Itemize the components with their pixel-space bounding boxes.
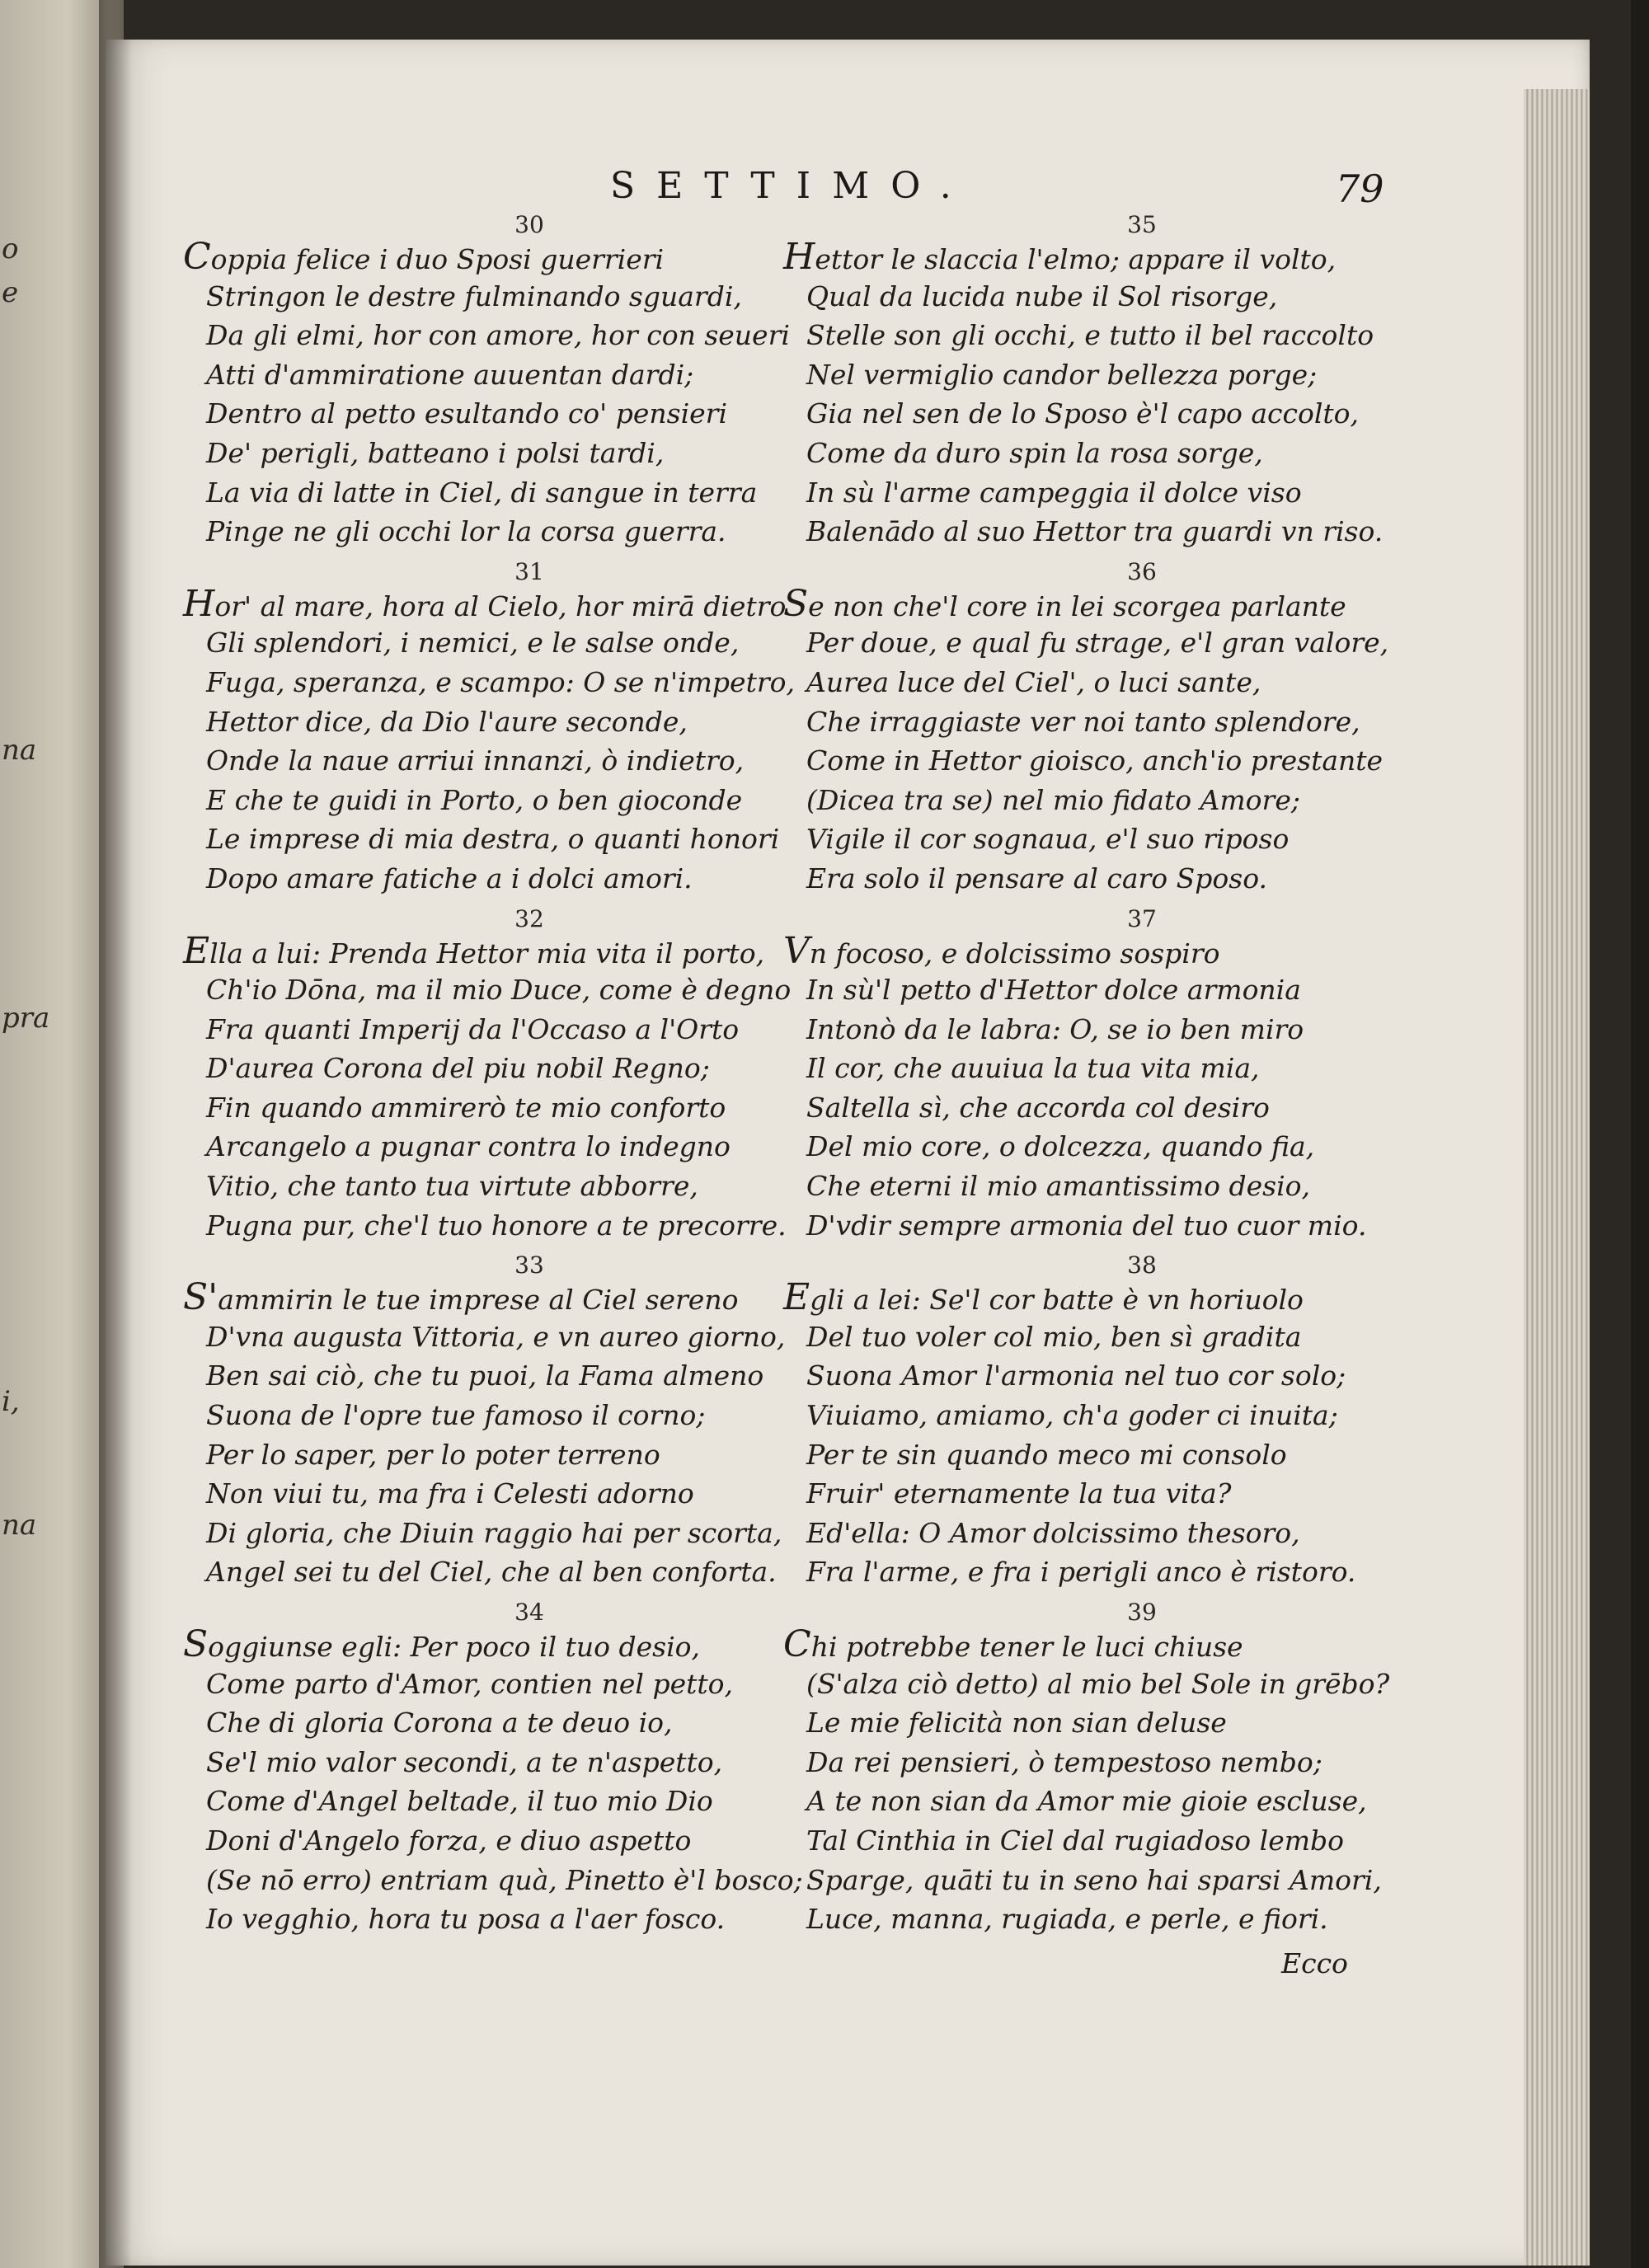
stanza bbox=[183, 904, 792, 1246]
verse-line: Per te sin quando meco mi consolo bbox=[806, 1438, 1287, 1471]
verse-line: In sù l'arme campeggia il dolce viso bbox=[806, 476, 1302, 509]
verse-line: Fra quanti Imperij da l'Occaso a l'Orto bbox=[206, 1012, 740, 1045]
verse-line: Il cor, che auuiua la tua vita mia, bbox=[806, 1052, 1260, 1085]
verse-line: Pugna pur, che'l tuo honore a te precorre. bbox=[206, 1209, 787, 1242]
page-edges bbox=[1524, 89, 1590, 2266]
facing-page-text-fragment: i, bbox=[2, 1385, 20, 1418]
page-number: 79 bbox=[1336, 167, 1384, 211]
verse-line: Per doue, e qual fu strage, e'l gran valore, bbox=[806, 627, 1389, 660]
verse-line: Tal Cinthia in Ciel dal rugiadoso lembo bbox=[806, 1824, 1345, 1857]
verse-line: Pinge ne gli occhi lor la corsa guerra. bbox=[206, 515, 726, 548]
verse-line: Viuiamo, amiamo, ch'a goder ci inuita; bbox=[806, 1399, 1338, 1432]
verse-line: Se'l mio valor secondi, a te n'aspetto, bbox=[206, 1745, 723, 1778]
stanza-number: 37 bbox=[1127, 904, 1157, 932]
verse-line: Fra l'arme, e fra i perigli anco è ristoro. bbox=[806, 1556, 1356, 1589]
stanza-number: 35 bbox=[1127, 211, 1157, 238]
verse-line: Fruir' eternamente la tua vita? bbox=[806, 1477, 1232, 1510]
verse-line: Del mio core, o dolcezza, quando fia, bbox=[806, 1130, 1315, 1163]
verse-line: Vn focoso, e dolcissimo sospiro bbox=[783, 929, 1220, 972]
stanza bbox=[183, 1253, 785, 1592]
verse-line: Suona Amor l'armonia nel tuo cor solo; bbox=[806, 1359, 1346, 1392]
verse-line: Qual da lucida nube il Sol risorge, bbox=[806, 279, 1278, 312]
stanza-number: 38 bbox=[1127, 1251, 1157, 1280]
verse-line: D'vna augusta Vittoria, e vn aureo giorno, bbox=[206, 1320, 786, 1353]
verse-line: E che te guidi in Porto, o ben gioconde bbox=[206, 783, 743, 816]
verse-line: Arcangelo a pugnar contra lo indegno bbox=[206, 1130, 731, 1163]
verse-line: Stringon le destre fulminando sguardi, bbox=[206, 279, 742, 312]
verse-line: Coppia felice i duo Sposi guerrieri bbox=[183, 236, 665, 278]
verse-line: Gia nel sen de lo Sposo è'l capo accolto, bbox=[806, 397, 1360, 430]
verse-line: Che irraggiaste ver noi tanto splendore, bbox=[806, 705, 1360, 738]
book-gutter bbox=[99, 0, 132, 2268]
facing-page-text-fragment: pra bbox=[2, 1002, 50, 1035]
verse-line: Come da duro spin la rosa sorge, bbox=[806, 436, 1263, 469]
verse-line: Io vegghio, hora tu posa a l'aer fosco. bbox=[206, 1903, 726, 1936]
verse-line: Per lo saper, per lo poter terreno bbox=[206, 1438, 660, 1471]
verse-line: Chi potrebbe tener le luci chiuse bbox=[783, 1623, 1243, 1665]
verse-line: A te non sian da Amor mie gioie escluse, bbox=[806, 1785, 1367, 1818]
verse-line: Dopo amare fatiche a i dolci amori. bbox=[206, 862, 693, 895]
verse-line: Fin quando ammirerò te mio conforto bbox=[206, 1091, 726, 1124]
verse-line: Saltella sì, che accorda col desiro bbox=[806, 1091, 1270, 1124]
verse-line: (S'alza ciò detto) al mio bel Sole in grēbo? bbox=[806, 1667, 1390, 1700]
verse-line: Le imprese di mia destra, o quanti honori bbox=[206, 823, 780, 856]
verse-line: La via di latte in Ciel, di sangue in terra bbox=[206, 476, 758, 509]
verse-line: Gli splendori, i nemici, e le salse onde, bbox=[206, 627, 740, 660]
verse-line: (Se nō erro) entriam quà, Pinetto è'l bosco; bbox=[206, 1863, 803, 1896]
verse-line: (Dicea tra se) nel mio fidato Amore; bbox=[806, 783, 1300, 816]
stanza-number: 30 bbox=[514, 211, 544, 238]
verse-line: Vigile il cor sognaua, e'l suo riposo bbox=[806, 823, 1290, 856]
facing-page-text-fragment: e bbox=[2, 276, 19, 309]
stanza-number: 31 bbox=[514, 557, 544, 585]
verse-line: Angel sei tu del Ciel, che al ben conforta. bbox=[206, 1556, 777, 1589]
verse-line: Luce, manna, rugiada, e perle, e fiori. bbox=[806, 1903, 1328, 1936]
facing-page-text-fragment: na bbox=[2, 734, 37, 767]
verse-line: Che di gloria Corona a te deuo io, bbox=[206, 1707, 673, 1740]
facing-page-text-fragment: o bbox=[2, 232, 19, 265]
verse-line: Stelle son gli occhi, e tutto il bel raccolto bbox=[806, 319, 1374, 352]
right-column bbox=[783, 213, 1410, 1947]
stanza bbox=[183, 1599, 803, 1939]
stanza bbox=[783, 1600, 1410, 1939]
catchword: Ecco bbox=[1281, 1947, 1348, 1979]
verse-line: Ed'ella: O Amor dolcissimo thesoro, bbox=[806, 1516, 1300, 1549]
verse-line: Dentro al petto esultando co' pensieri bbox=[206, 397, 727, 430]
verse-line: Atti d'ammiratione auuentan dardi; bbox=[206, 358, 694, 391]
verse-line: Hettor le slaccia l'elmo; appare il volto, bbox=[783, 236, 1337, 278]
verse-line: Non viui tu, ma fra i Celesti adorno bbox=[206, 1477, 694, 1510]
verse-line: Come parto d'Amor, contien nel petto, bbox=[206, 1667, 733, 1700]
stanza bbox=[783, 904, 1410, 1246]
verse-line: Del tuo voler col mio, ben sì gradita bbox=[806, 1320, 1302, 1353]
left-column bbox=[183, 211, 803, 1947]
verse-line: Da gli elmi, hor con amore, hor con seueri bbox=[206, 319, 790, 352]
verse-line: Aurea luce del Ciel', o luci sante, bbox=[806, 665, 1261, 698]
verse-line: D'vdir sempre armonia del tuo cuor mio. bbox=[806, 1209, 1367, 1242]
verse-line: S'ammirin le tue imprese al Ciel sereno bbox=[183, 1276, 739, 1319]
stanza-number: 39 bbox=[1127, 1599, 1157, 1626]
verse-line: Soggiunse egli: Per poco il tuo desio, bbox=[183, 1623, 700, 1665]
verse-line: Suona de l'opre tue famoso il corno; bbox=[206, 1399, 706, 1432]
verse-line: Se non che'l core in lei scorgea parlante bbox=[783, 582, 1346, 625]
verse-line: Intonò da le labra: O, se io ben miro bbox=[806, 1012, 1304, 1045]
book-cover-edge bbox=[1631, 0, 1649, 2268]
verse-line: Come in Hettor gioisco, anch'io prestante bbox=[806, 744, 1384, 777]
verse-line: Onde la naue arriui innanzi, ò indietro, bbox=[206, 744, 745, 777]
stanza-number: 32 bbox=[514, 904, 544, 932]
verse-line: Che eterni il mio amantissimo desio, bbox=[806, 1170, 1310, 1203]
verse-line: Doni d'Angelo forza, e diuo aspetto bbox=[206, 1824, 692, 1857]
stanza bbox=[783, 1253, 1410, 1592]
stanza bbox=[783, 213, 1410, 552]
verse-line: Le mie felicità non sian deluse bbox=[806, 1707, 1227, 1740]
verse-line: In sù'l petto d'Hettor dolce armonia bbox=[806, 974, 1301, 1007]
verse-line: De' perigli, batteano i polsi tardi, bbox=[206, 436, 665, 469]
stanza-number: 33 bbox=[514, 1251, 544, 1280]
verse-line: Da rei pensieri, ò tempestoso nembo; bbox=[806, 1745, 1322, 1778]
stanza-number: 36 bbox=[1127, 557, 1157, 585]
stanza bbox=[183, 557, 795, 899]
running-title: SETTIMO. bbox=[610, 165, 973, 207]
verse-line: Fuga, speranza, e scampo: O se n'impetro, bbox=[206, 665, 795, 698]
verse-line: Come d'Angel beltade, il tuo mio Dio bbox=[206, 1785, 713, 1818]
verse-line: Hor' al mare, hora al Cielo, hor mirā dietro bbox=[183, 582, 787, 625]
verse-line: Egli a lei: Se'l cor batte è vn horiuolo bbox=[783, 1276, 1304, 1319]
verse-line: Ch'io Dōna, ma il mio Duce, come è degno bbox=[206, 974, 792, 1007]
verse-line: Vitio, che tanto tua virtute abborre, bbox=[206, 1170, 698, 1203]
verse-line: Ben sai ciò, che tu puoi, la Fama almeno bbox=[206, 1359, 764, 1392]
verse-line: Ella a lui: Prenda Hettor mia vita il porto, bbox=[183, 929, 765, 972]
stanza-number: 34 bbox=[514, 1599, 544, 1626]
verse-line: Hettor dice, da Dio l'aure seconde, bbox=[206, 705, 688, 738]
verse-line: Era solo il pensare al caro Sposo. bbox=[806, 862, 1267, 895]
verse-line: D'aurea Corona del piu nobil Regno; bbox=[206, 1052, 710, 1085]
stanza bbox=[183, 211, 790, 552]
verse-line: Nel vermiglio candor bellezza porge; bbox=[806, 358, 1318, 391]
verse-line: Di gloria, che Diuin raggio hai per scorta, bbox=[206, 1516, 782, 1549]
verse-line: Balenādo al suo Hettor tra guardi vn riso. bbox=[806, 515, 1384, 548]
verse-line: Sparge, quāti tu in seno hai sparsi Amori, bbox=[806, 1863, 1382, 1896]
facing-page-text-fragment: na bbox=[2, 1509, 37, 1542]
stanza bbox=[783, 557, 1410, 899]
